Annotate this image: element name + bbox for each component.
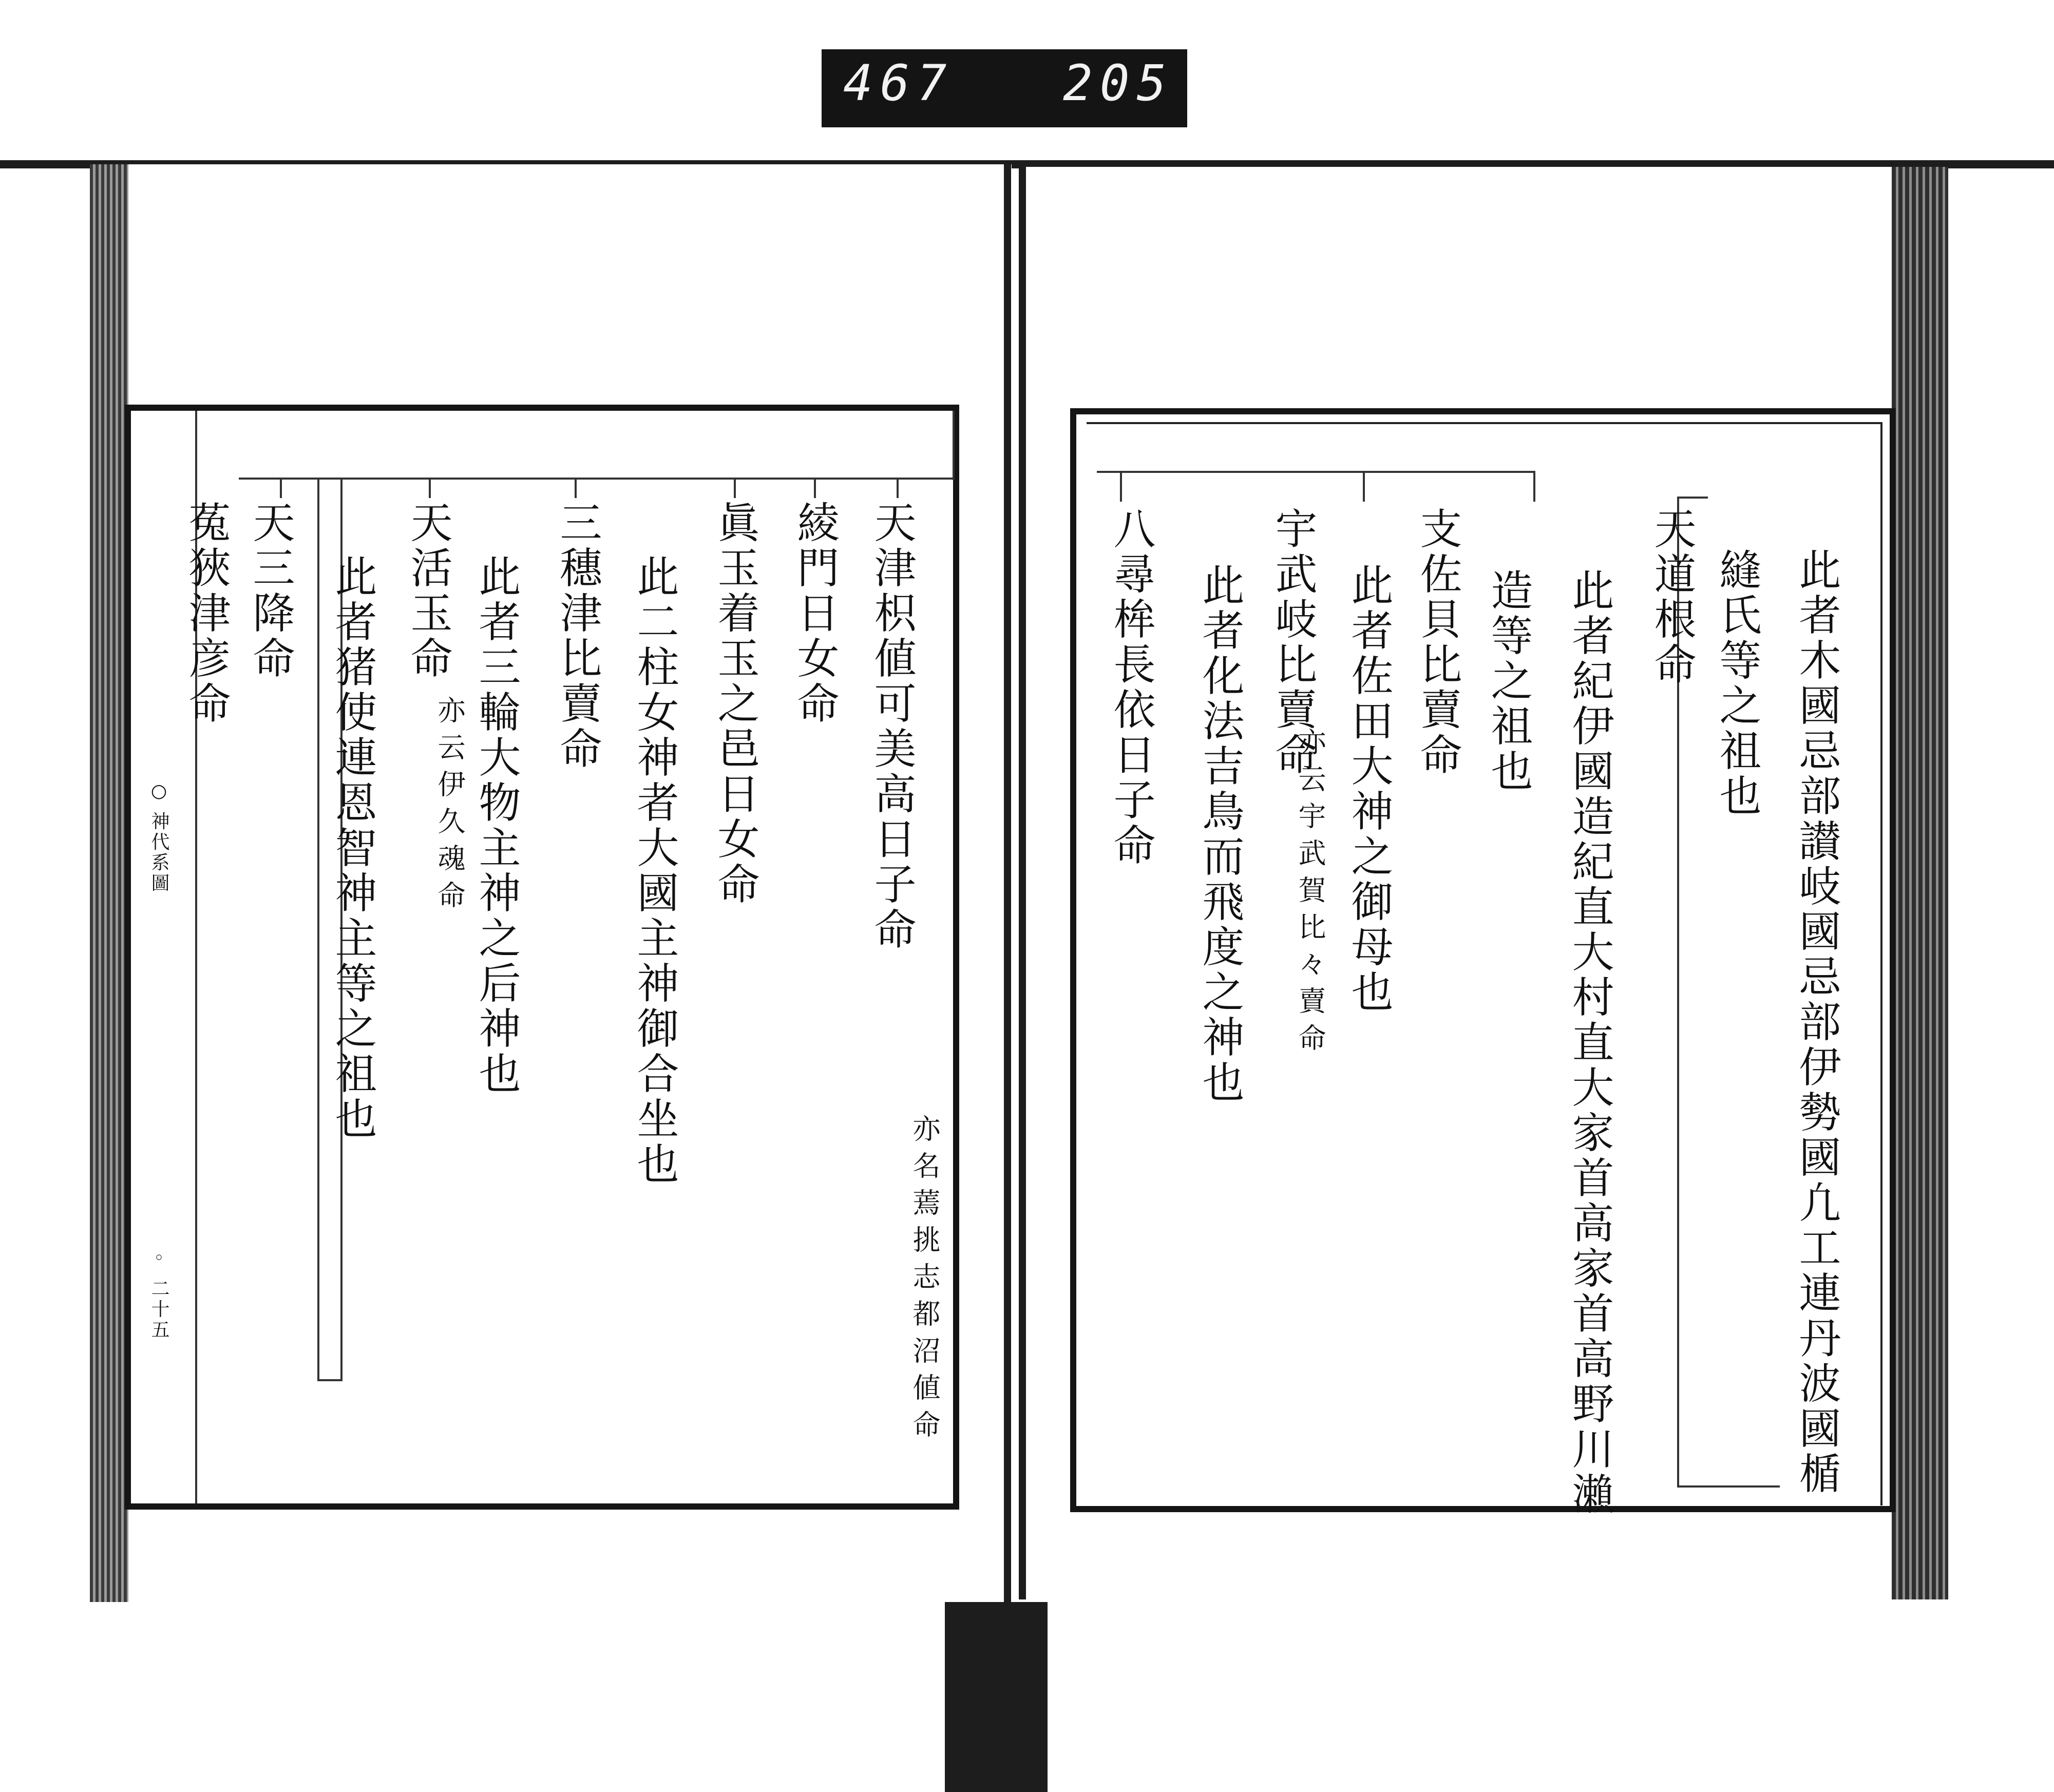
genealogy-column: 造等之祖也: [1484, 568, 1533, 794]
bracket-bottom: [317, 1379, 343, 1381]
genealogy-column: 此者木國忌部讃岐國忌部伊勢國凢工連丹波國楯: [1792, 548, 1841, 1497]
bracket-rule: [317, 478, 319, 1381]
genealogy-column: 支佐貝比賣命: [1413, 507, 1462, 778]
genealogy-column: 此者紀伊國造紀直大村直大家首高家首高野川瀨: [1565, 568, 1614, 1517]
bracket-bottom: [1677, 1485, 1780, 1488]
branch-tick-2: [1363, 471, 1365, 502]
gutter: [1004, 164, 1011, 1602]
right-page-edge: [1892, 167, 1948, 1599]
genealogy-column: 此者佐田大神之御母也: [1344, 563, 1393, 1015]
gutter-bottom: [945, 1602, 1048, 1792]
genealogy-column: 天道根命: [1647, 507, 1696, 688]
right-page: [1019, 167, 1948, 1599]
left-page-edge: [90, 164, 128, 1602]
frame-counter: [822, 49, 1187, 127]
gutter: [1019, 167, 1026, 1599]
left-page: [90, 164, 1012, 1602]
branch-tick-3: [734, 478, 736, 498]
genealogy-column: 此二柱女神者大國主神御合坐也: [630, 555, 679, 1187]
counter-left: 467: [843, 54, 954, 112]
branch-tick-4: [575, 478, 577, 498]
genealogy-column: 三穗津比賣命: [553, 501, 602, 772]
branch-line: [1097, 471, 1533, 473]
left-table-frame: [125, 405, 959, 1510]
branch-tick-1: [1533, 471, 1535, 502]
branch-tick-5: [429, 478, 431, 498]
right-table-frame: [1070, 408, 1896, 1517]
alias-note: 亦云宇武賀比々賣命: [1294, 728, 1326, 1060]
genealogy-column: 天津枳値可美高日子命: [867, 501, 916, 952]
branch-line-outer: [239, 478, 341, 480]
alias-note: 亦名蔫挑志都沼値命: [908, 1114, 941, 1447]
genealogy-column: 眞玉着玉之邑日女命: [711, 501, 759, 907]
page-number: ◦ 二十五: [148, 1248, 169, 1341]
branch-line-end: [953, 411, 955, 480]
genealogy-column: 八尋桙長依日子命: [1107, 507, 1155, 868]
genealogy-column: 天活玉命: [404, 501, 452, 681]
genealogy-column: 此者猪使連恩智神主等之祖也: [328, 555, 377, 1142]
branch-line: [340, 478, 954, 480]
section-title: ○ 神代系圖: [148, 780, 169, 894]
genealogy-column: 綾門日女命: [790, 501, 839, 727]
genealogy-column: 縫氏等之祖也: [1713, 548, 1761, 819]
genealogy-column: 此者三輪大物主神之后神也: [472, 555, 521, 1097]
genealogy-column: 宇武岐比賣命: [1268, 507, 1317, 778]
alias-note: 亦云伊久魂命: [433, 696, 466, 918]
branch-tick-6: [280, 478, 282, 498]
genealogy-column: 天三降命: [246, 501, 295, 681]
counter-right: 205: [1063, 54, 1174, 112]
branch-tick-2: [814, 478, 816, 498]
genealogy-column: 此者化法吉鳥而飛度之神也: [1195, 563, 1244, 1105]
genealogy-column: 菟狹津彦命: [182, 501, 231, 727]
branch-tick-1: [897, 478, 899, 498]
bracket-top: [1677, 497, 1708, 499]
branch-tick-3: [1120, 471, 1122, 502]
